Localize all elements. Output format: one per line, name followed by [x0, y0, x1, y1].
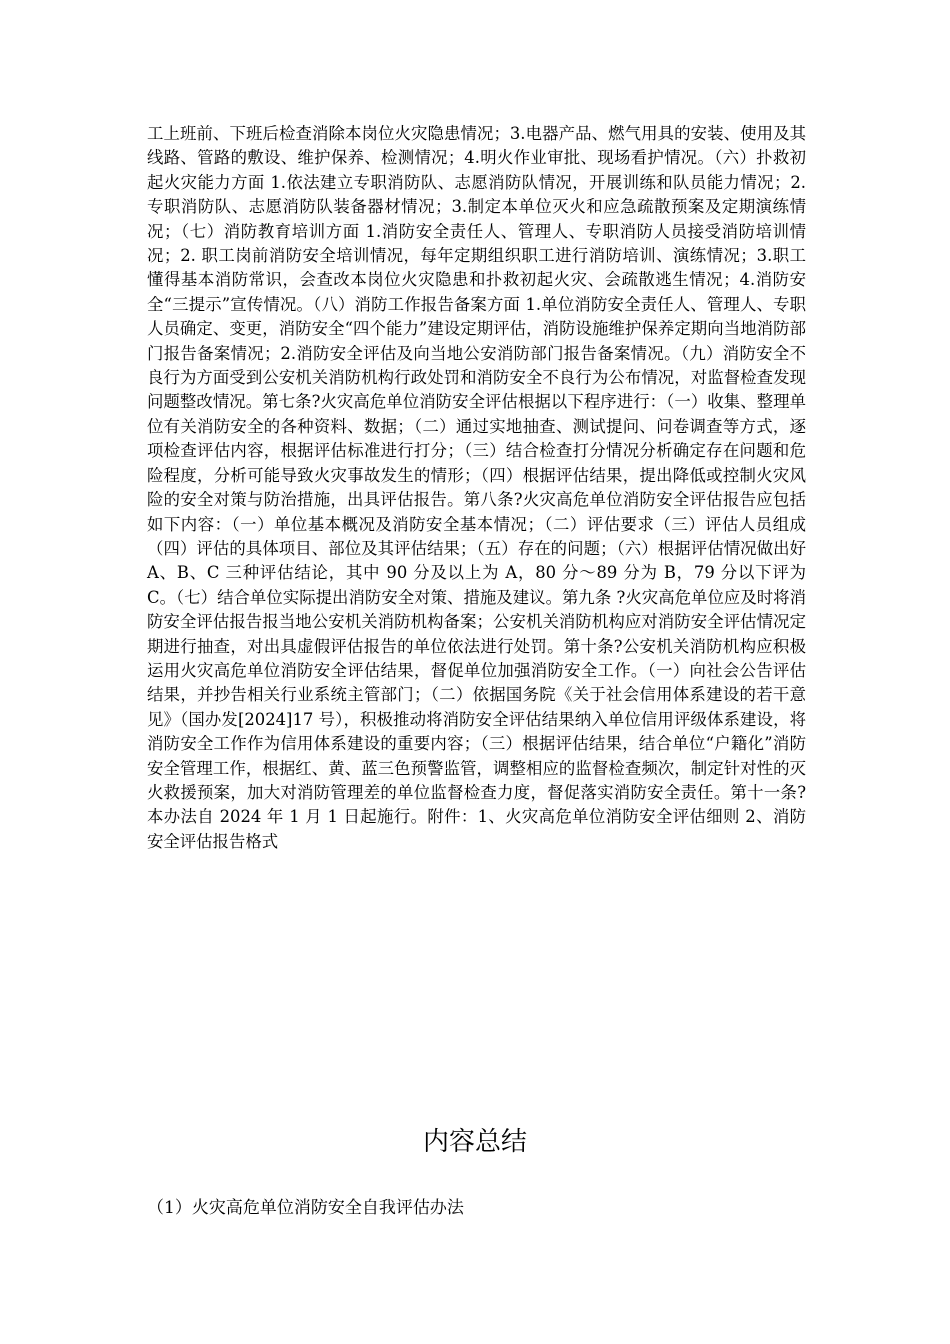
summary-heading: 内容总结 — [422, 1127, 527, 1157]
summary-item: （1）火灾高危单位消防安全自我评估办法 — [147, 1198, 464, 1218]
body-paragraph: 工上班前、下班后检查消除本岗位火灾隐患情况；3.电器产品、燃气用具的安装、使用及其线路、管路的敷设、维护保养、检测情况；4.明火作业审批、现场看护情况。（六）扑救初起火灾能力方面 1.依法建立专职消防队、志愿消防队情况，开展训练和队员能力情况；2.专职消防队、志愿消防队装备器材情况；3.制定本单位灭火和应急疏散预案及定期演练情况；（七）消防教育培训方面 1.消防安全责任人、管理人、专职消防人员接受消防培训情况；2. 职工岗前消防安全培训情况，每年定期组织职工进行消防培训、演练情况；3.职工懂得基本消防常识，会查改本岗位火灾隐患和扑救初起火灾、会疏散逃生情况；4.消防安全“三提示”宣传情况。（八）消防工作报告备案方面 1.单位消防安全责任人、管理人、专职人员确定、变更，消防安全“四个能力”建设定期评估，消防设施维护保养定期向当地消防部门报告备案情况；2.消防安全评估及向当地公安消防部门报告备案情况。（九）消防安全不良行为方面受到公安机关消防机构行政处罚和消防安全不良行为公布情况，对监督检查发现问题整改情况。第七条?火灾高危单位消防安全评估根据以下程序进行：（一）收集、整理单位有关消防安全的各种资料、数据；（二）通过实地抽查、测试提问、问卷调查等方式，逐项检查评估内容，根据评估标准进行打分；（三）结合检查打分情况分析确定存在问题和危险程度，分析可能导致火灾事故发生的情形；（四）根据评估结果，提出降低或控制火灾风险的安全对策与防治措施，出具评估报告。第八条?火灾高危单位消防安全评估报告应包括如下内容：（一）单位基本概况及消防安全基本情况；（二）评估要求（三）评估人员组成（四）评估的具体项目、部位及其评估结果；（五）存在的问题；（六）根据评估情况做出好 A、B、C 三种评估结论，其中 90 分及以上为 A，80 分～89 分为 B，79 分以下评为 C。（七）结合单位实际提出消防安全对策、措施及建议。第九条 ?火灾高危单位应及时将消防安全评估报告报当地公安机关消防机构备案；公安机关消防机构应对消防安全评估情况定期进行抽查，对出具虚假评估报告的单位依法进行处罚。第十条?公安机关消防机构应积极运用火灾高危单位消防安全评估结果，督促单位加强消防安全工作。（一）向社会公告评估结果，并抄告相关行业系统主管部门；（二）依据国务院《关于社会信用体系建设的若干意见》（国办发[2024]17 号），积极推动将消防安全评估结果纳入单位信用评级体系建设，将消防安全工作作为信用体系建设的重要内容；（三）根据评估结果，结合单位“户籍化”消防安全管理工作，根据红、黄、蓝三色预警监管，调整相应的监督检查频次，制定针对性的灭火救援预案，加大对消防管理差的单位监督检查力度，督促落实消防安全责任。第十一条?本办法自 2024 年 1 月 1 日起施行。附件：1、火灾高危单位消防安全评估细则 2、消防安全评估报告格式 — [147, 124, 806, 851]
